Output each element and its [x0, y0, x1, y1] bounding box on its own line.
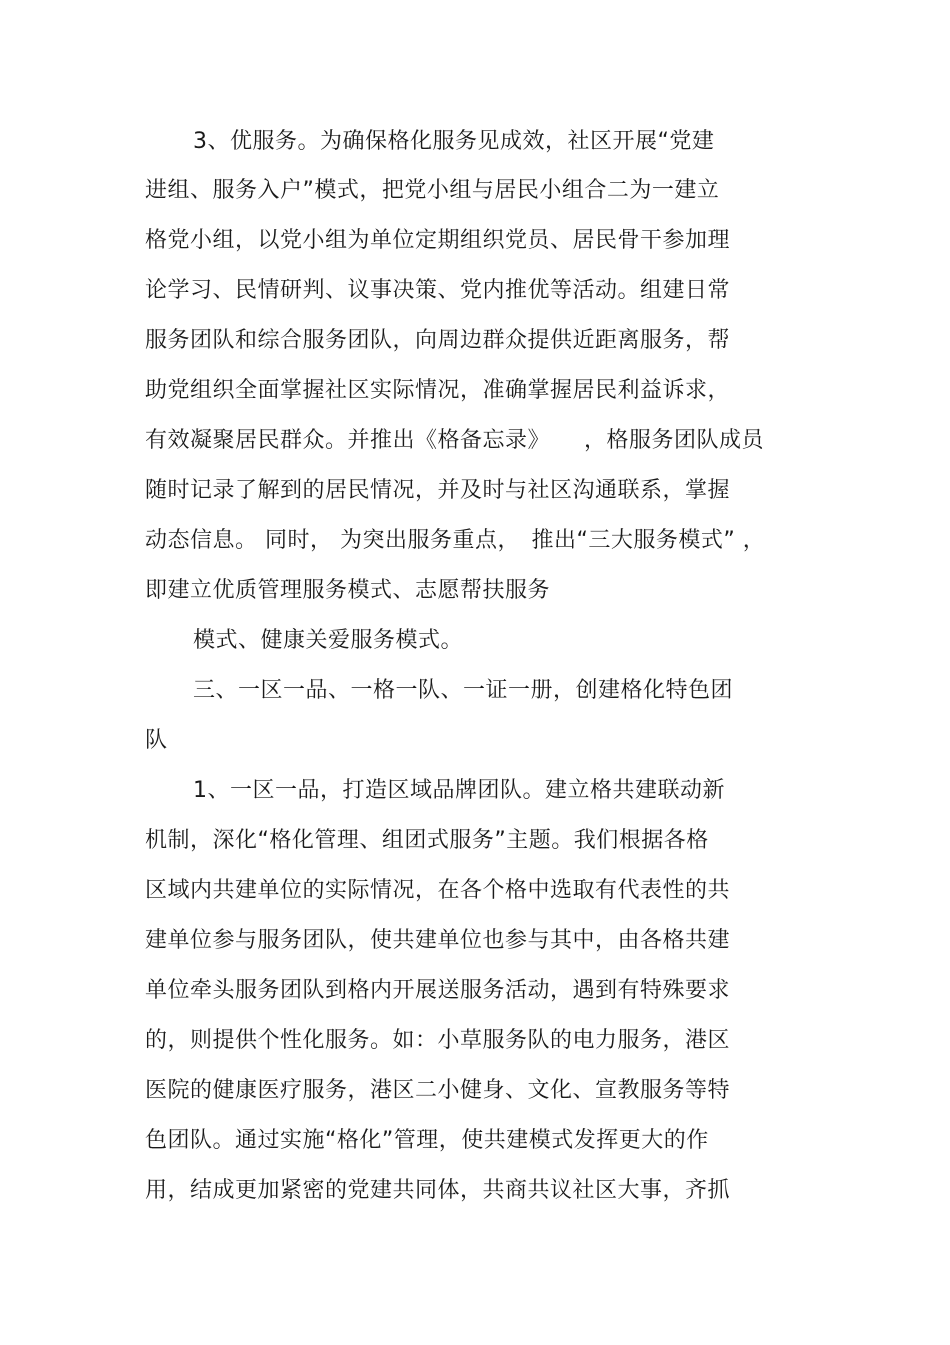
text-line: 单位牵头服务团队到格内开展送服务活动，遇到有特殊要求 — [145, 978, 731, 1003]
text-line: 服务团队和综合服务团队，向周边群众提供近距离服务，帮 — [145, 328, 731, 353]
text-line: 模式、健康关爱服务模式。 — [193, 628, 464, 653]
text-line: 动态信息。 同时， 为突出服务重点， 推出“三大服务模式” ， — [145, 528, 766, 553]
text-line: 格党小组，以党小组为单位定期组织党员、居民骨干参加理 — [145, 228, 731, 253]
text-line: 的，则提供个性化服务。如：小草服务队的电力服务，港区 — [145, 1028, 731, 1053]
section-heading-continued: 队 — [145, 728, 168, 753]
text-line: 色团队。通过实施“格化”管理，使共建模式发挥更大的作 — [145, 1128, 709, 1153]
text-line: 论学习、民情研判、议事决策、党内推优等活动。组建日常 — [145, 278, 731, 303]
text-line: 3、优服务。为确保格化服务见成效，社区开展“党建 — [193, 129, 715, 154]
text-line: 医院的健康医疗服务，港区二小健身、文化、宣教服务等特 — [145, 1078, 731, 1103]
text-line: 即建立优质管理服务模式、志愿帮扶服务 — [145, 578, 551, 603]
text-line: 助党组织全面掌握社区实际情况，准确掌握居民利益诉求， — [145, 378, 731, 403]
text-line: 区域内共建单位的实际情况，在各个格中选取有代表性的共 — [145, 878, 731, 903]
text-line: 建单位参与服务团队，使共建单位也参与其中，由各格共建 — [145, 928, 731, 953]
text-line: 随时记录了解到的居民情况，并及时与社区沟通联系，掌握 — [145, 478, 731, 503]
text-line: 用，结成更加紧密的党建共同体，共商共议社区大事，齐抓 — [145, 1178, 731, 1203]
text-line: 进组、服务入户”模式，把党小组与居民小组合二为一建立 — [145, 178, 720, 203]
section-heading: 三、一区一品、一格一队、一证一册，创建格化特色团 — [193, 678, 734, 703]
text-line: 有效凝聚居民群众。并推出《格备忘录》 ，格服务团队成员 — [145, 428, 765, 453]
text-line: 机制，深化“格化管理、组团式服务”主题。我们根据各格 — [145, 828, 709, 853]
text-line: 1、一区一品，打造区域品牌团队。建立格共建联动新 — [193, 778, 725, 803]
